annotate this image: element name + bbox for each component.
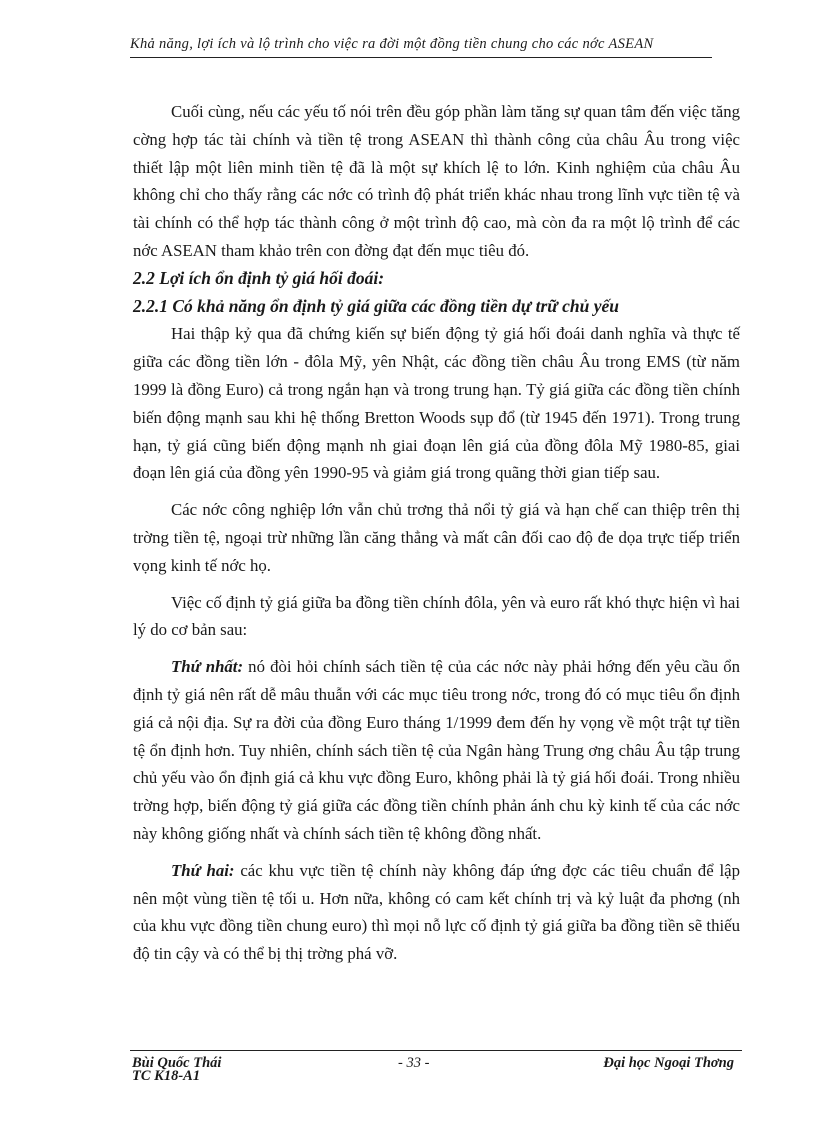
paragraph-volatility: Hai thập kỷ qua đã chứng kiến sự biến động tỷ giá hối đoái danh nghĩa và thực tế giữa các đồng tiền lớn - đôla Mỹ, yên Nhật, các đồng tiền châu Âu trong EMS (từ năm 1999 là đồng Euro) cả trong ngắn hạn và trong trung hạn. Tỷ giá giữa các đồng tiền chính biến động mạnh sau khi hệ thống Bretton Woods sụp đổ (từ 1945 đến 1971). Trong trung hạn, tỷ giá cũng biến động mạnh nh giai đoạn lên giá của đồng đôla Mỹ 1980-85, giai đoạn lên giá của đồng yên 1990-95 và giảm giá trong quãng thời gian tiếp sau.	[133, 324, 740, 483]
paragraph-floating: Các nớc công nghiệp lớn vẫn chủ trơng thả nổi tỷ giá và hạn chế can thiệp trên thị trờng tiền tệ, ngoại trừ những lần căng thẳng và mất cân đối cao độ đe dọa trực tiếp triển vọng kinh tế nớc họ.	[133, 500, 740, 575]
footer-class: TC K18-A1	[132, 1068, 201, 1084]
footer-author: Bùi Quốc Thái	[132, 1055, 222, 1071]
paragraph-conclusion: Cuối cùng, nếu các yếu tố nói trên đều góp phần làm tăng sự quan tâm đến việc tăng cờng hợp tác tài chính và tiền tệ trong ASEAN thì thành công của châu Âu trong việc thiết lập một liên minh tiền tệ đã là một sự khích lệ to lớn. Kinh nghiệm của châu Âu không chỉ cho thấy rằng các nớc có trình độ phát triển khác nhau trong lĩnh vực tiền tệ và tài chính có thể hợp tác thành công ở một trình độ cao, mà còn đa ra một lộ trình để các nớc ASEAN tham khảo trên con đờng đạt đến mục tiêu đó.	[133, 102, 740, 260]
page-number: - 33 -	[398, 1055, 430, 1071]
first-reason-lead: Thứ nhất:	[171, 657, 244, 677]
footer-school: Đại học Ngoại Thơng	[603, 1055, 734, 1071]
paragraph-fixing: Việc cố định tỷ giá giữa ba đồng tiền chính đôla, yên và euro rất khó thực hiện vì hai lý do cơ bản sau:	[133, 592, 740, 640]
first-reason-text: nó đòi hỏi chính sách tiền tệ của các nớc này phải hớng đến yêu cầu ổn định tỷ giá nên rất dễ mâu thuẫn với các mục tiêu trong nớc, trong đó có mục tiêu ổn định giá cả nội địa. Sự ra đời của đồng Euro tháng 1/1999 đem đến hy vọng về một trật tự tiền tệ ổn định hơn. Tuy nhiên, chính sách tiền tệ của Ngân hàng Trung ơng châu Âu tập trung chủ yếu vào ổn định giá cả khu vực đồng Euro, không phải là tỷ giá hối đoái. Trong nhiều trờng hợp, biến động tỷ giá giữa các đồng tiền chính phản ánh chu kỳ kinh tế của các nớc này không giống nhất và chính sách tiền tệ không đồng nhất.	[133, 657, 741, 843]
second-reason-lead: Thứ hai:	[171, 860, 235, 880]
paragraph-first-reason	[133, 653, 740, 848]
section-heading: 2.2 Lợi ích ổn định tỷ giá hối đoái:	[133, 267, 385, 288]
page-footer	[130, 1050, 742, 1085]
subsection-heading: 2.2.1 Có khả năng ổn định tỷ giá giữa các đồng tiền dự trữ chủ yếu	[133, 295, 620, 316]
second-reason-text: các khu vực tiền tệ chính này không đáp ứng đợc các tiêu chuẩn để lập nên một vùng tiền tệ tối u. Hơn nữa, không có cam kết chính trị và kỷ luật đa phơng (nh của khu vực đồng tiền chung euro) thì mọi nỗ lực cố định tỷ giá giữa ba đồng tiền sẽ thiếu độ tin cậy và có thể bị thị trờng phá vỡ.	[133, 860, 740, 964]
paragraph-second-reason	[133, 857, 740, 968]
document-body	[133, 98, 740, 968]
page-header: Khả năng, lợi ích và lộ trình cho việc ra đời một đồng tiền chung cho các nớc ASEAN	[130, 36, 712, 58]
